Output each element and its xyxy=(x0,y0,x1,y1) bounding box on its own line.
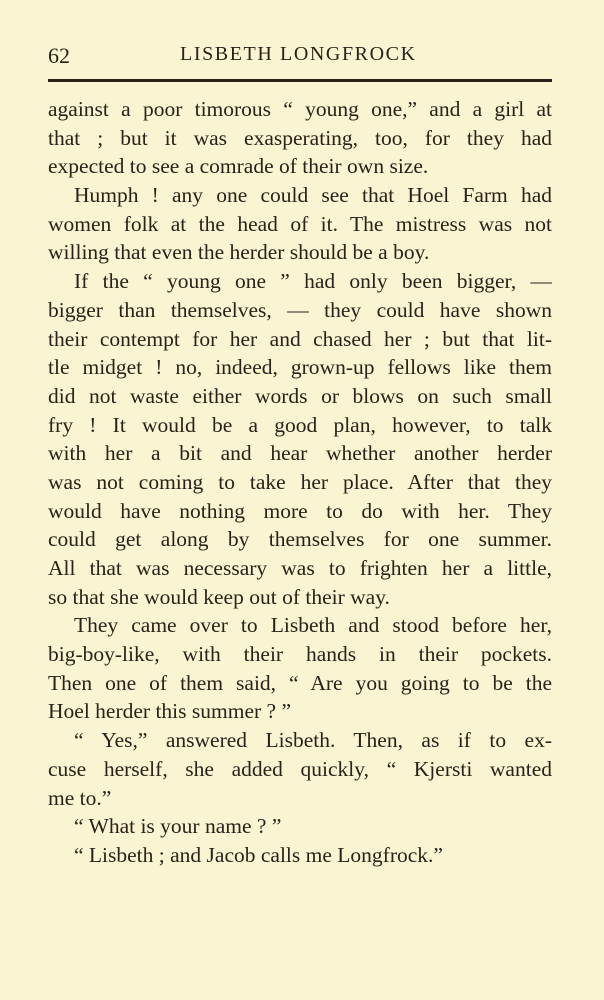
text-line: “ Yes,” answered Lisbeth. Then, as if to ex- xyxy=(74,728,552,753)
text-line: would have nothing more to do with her. They xyxy=(48,498,552,523)
text-line: Then one of them said, “ Are you going to be the xyxy=(48,670,552,695)
text-line: bigger than themselves, — they could have shown xyxy=(48,297,552,322)
text-line: They came over to Lisbeth and stood before her, xyxy=(74,613,552,638)
text-line: expected to see a comrade of their own size. xyxy=(48,154,429,179)
text-line: “ What is your name ? ” xyxy=(74,814,282,839)
text-line: All that was necessary was to frighten her a little, xyxy=(48,556,552,580)
text-line: with her a bit and hear whether another herder xyxy=(48,441,552,466)
text-line: could get along by themselves for one summer. xyxy=(48,527,552,552)
text-line: willing that even the herder should be a boy. xyxy=(48,240,430,265)
text-line: Hoel herder this summer ? ” xyxy=(48,699,291,724)
text-line: big-boy-like, with their hands in their pockets. xyxy=(48,642,552,667)
text-line: against a poor timorous “ young one,” and a girl at xyxy=(48,97,552,121)
text-line: fry ! It would be a good plan, however, to talk xyxy=(48,412,552,437)
running-head: LISBETH LONGFROCK xyxy=(180,43,417,65)
text-line: was not coming to take her place. After that they xyxy=(48,469,552,494)
text-line: “ Lisbeth ; and Jacob calls me Longfrock.” xyxy=(74,842,443,867)
text-line: women folk at the head of it. The mistress was not xyxy=(48,211,552,236)
body-text xyxy=(48,95,552,870)
text-line: tle midget ! no, indeed, grown-up fellows like them xyxy=(48,355,552,380)
text-line: did not waste either words or blows on such small xyxy=(48,383,552,408)
page-header xyxy=(48,40,550,74)
page-number: 62 xyxy=(48,43,70,68)
text-line: Humph ! any one could see that Hoel Farm had xyxy=(74,183,552,208)
text-line: their contempt for her and chased her ; but that lit- xyxy=(48,326,552,351)
header-rule xyxy=(48,79,552,82)
text-line: me to.” xyxy=(48,785,112,810)
text-line: cuse herself, she added quickly, “ Kjersti wanted xyxy=(48,756,552,781)
text-line: If the “ young one ” had only been bigger, — xyxy=(74,269,552,294)
text-line: that ; but it was exasperating, too, for they had xyxy=(48,125,552,150)
text-line: so that she would keep out of their way. xyxy=(48,584,390,609)
